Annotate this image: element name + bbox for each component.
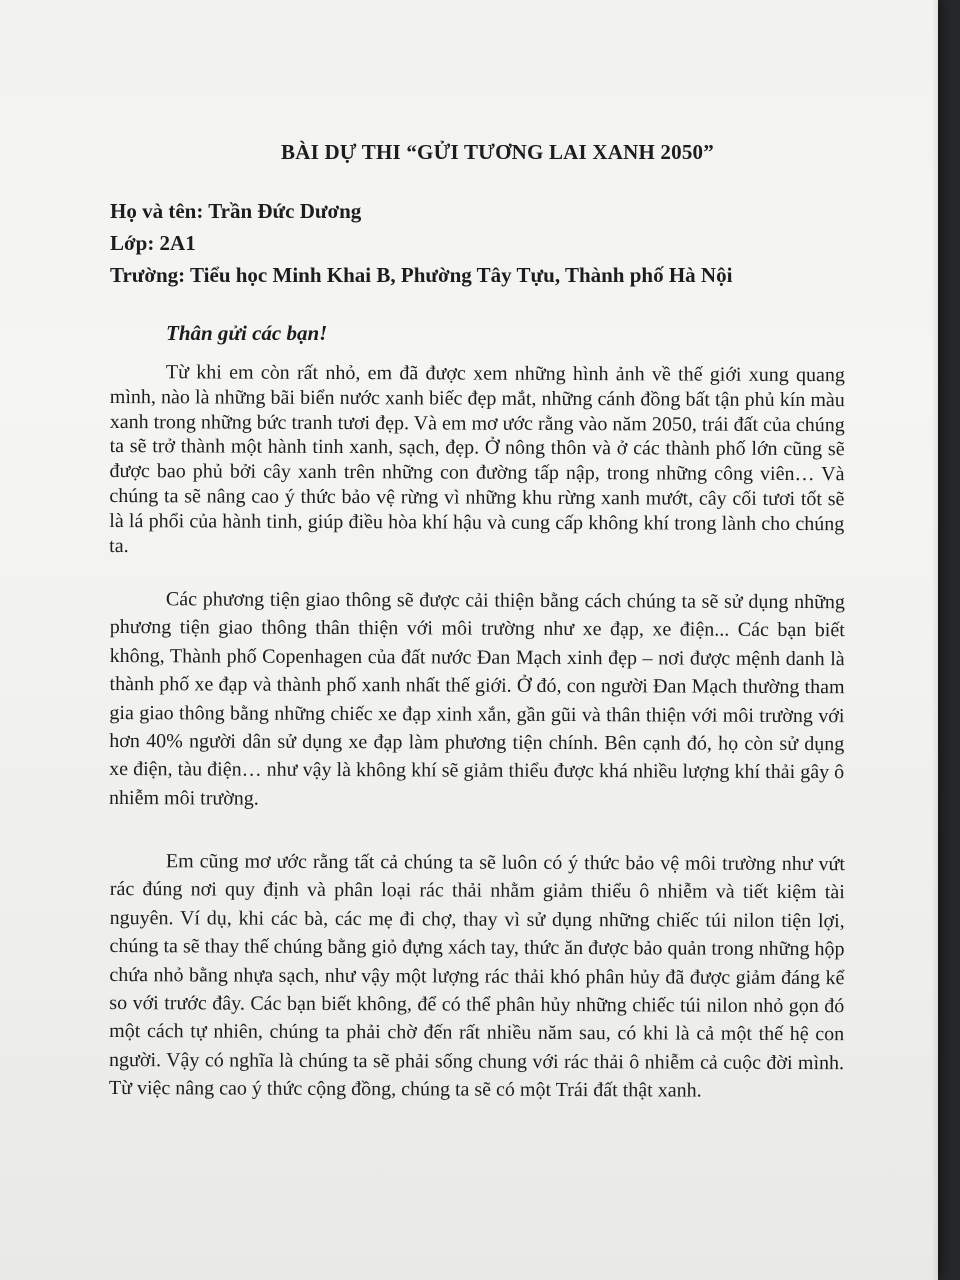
author-name: Họ và tên: Trần Đức Dương [110, 199, 362, 223]
document-title: BÀI DỰ THI “GỬI TƯƠNG LAI XANH 2050” [281, 140, 714, 164]
author-class: Lớp: 2A1 [110, 231, 196, 255]
author-school: Trường: Tiểu học Minh Khai B, Phường Tây Tựu, Thành phố Hà Nội [110, 263, 733, 287]
author-info [110, 195, 845, 291]
paper-edge-shadow [932, 0, 938, 1280]
greeting: Thân gửi các bạn! [166, 321, 328, 345]
paragraph-1: Từ khi em còn rất nhỏ, em đã được xem những hình ảnh về thế giới xung quang mình, nào là những bãi biển nước xanh biếc đẹp mắt, những cánh đồng bất tận phủ kín màu xanh trong những bức tranh tươi đẹp. Và em mơ ước rằng vào năm 2050, trái đất của chúng ta sẽ trở thành một hành tinh xanh, sạch, đẹp. Ở nông thôn và ở các thành phố lớn cũng sẽ được bao phủ bởi cây xanh trên những con đường tấp nập, trong những công viên… Và chúng ta sẽ nâng cao ý thức bảo vệ rừng vì những khu rừng xanh mướt, cây cối tươi tốt sẽ là lá phổi của hành tinh, giúp điều hòa khí hậu và cung cấp không khí trong lành cho chúng ta. [109, 361, 845, 557]
paragraph-2: Các phương tiện giao thông sẽ được cải thiện bằng cách chúng ta sẽ sử dụng những phương tiện giao thông thân thiện với môi trường như xe đạp, xe điện... Các bạn biết không, Thành phố Copenhagen của đất nước Đan Mạch xinh đẹp – nơi được mệnh danh là thành phố xe đạp và thành phố xanh nhất thế giới. Ở đó, con người Đan Mạch thường tham gia giao thông bằng những chiếc xe đạp xinh xắn, gần gũi và thân thiện với môi trường với hơn 40% người dân sử dụng xe đạp làm phương tiện chính. Bên cạnh đó, họ còn sử dụng xe điện, tàu điện… như vậy là không khí sẽ giảm thiểu được khá nhiều lượng khí thải gây ô nhiễm môi trường. [109, 588, 845, 810]
paragraph-3: Em cũng mơ ước rằng tất cả chúng ta sẽ luôn có ý thức bảo vệ môi trường như vứt rác đúng nơi quy định và phân loại rác thải nhằm giảm thiểu ô nhiễm và tiết kiệm tài nguyên. Ví dụ, khi các bà, các mẹ đi chợ, thay vì sử dụng những chiếc túi nilon tiện lợi, chúng ta sẽ thay thế chúng bằng giỏ đựng xách tay, thức ăn được bảo quản trong những hộp chứa nhỏ bằng nhựa sạch, như vậy một lượng rác thải khó phân hủy đã được giảm đáng kể so với trước đây. Các bạn biết không, để có thể phân hủy những chiếc túi nilon nhỏ gọn đó một cách tự nhiên, chúng ta phải chờ đến rất nhiều năm sau, có khi là cả một thế hệ con người. Vậy có nghĩa là chúng ta sẽ phải sống chung với rác thải ô nhiễm cả cuộc đời mình. Từ việc nâng cao ý thức cộng đồng, chúng ta sẽ có một Trái đất thật xanh. [108, 849, 845, 1102]
document-body [110, 140, 845, 1102]
